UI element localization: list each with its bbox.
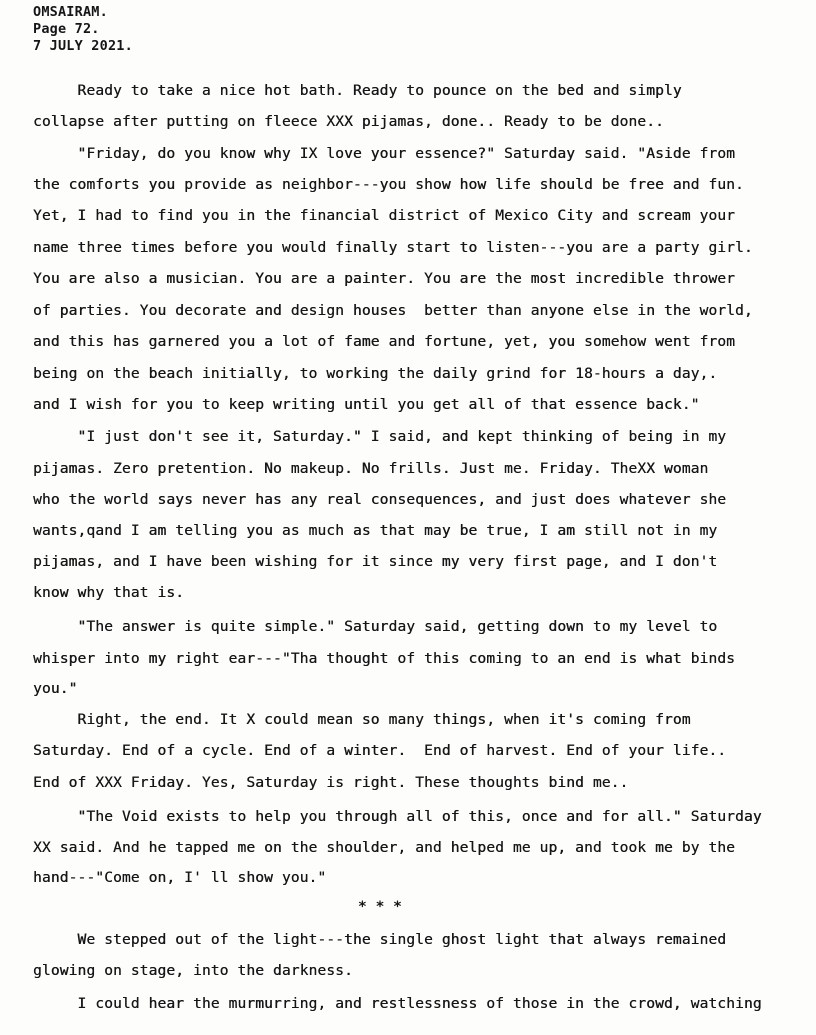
text-line: name three times before you would finally start to listen---you are a party girl. xyxy=(33,239,753,256)
text-line: wants,qand I am telling you as much as that may be true, I am still not in my xyxy=(33,522,718,539)
text-line: glowing on stage, into the darkness. xyxy=(33,962,353,979)
text-line: End of XXX Friday. Yes, Saturday is right. These thoughts bind me.. xyxy=(33,774,629,791)
text-line: Yet, I had to find you in the financial district of Mexico City and scream your xyxy=(33,207,736,224)
text-line: who the world says never has any real consequences, and just does whatever she xyxy=(33,491,727,508)
text-line: collapse after putting on fleece XXX pijamas, done.. Ready to be done.. xyxy=(33,113,664,130)
text-line: you." xyxy=(33,680,78,697)
text-line: I could hear the murmurring, and restlessness of those in the crowd, watching xyxy=(33,995,762,1012)
text-line: of parties. You decorate and design houses better than anyone else in the world, xyxy=(33,302,753,319)
text-line: pijamas. Zero pretention. No makeup. No frills. Just me. Friday. TheXX woman xyxy=(33,460,709,477)
text-line: know why that is. xyxy=(33,584,185,601)
text-line: hand---"Come on, I' ll show you." xyxy=(33,869,327,886)
text-line: being on the beach initially, to working the daily grind for 18-hours a day,. xyxy=(33,365,718,382)
text-line: whisper into my right ear---"Tha thought of this coming to an end is what binds xyxy=(33,650,736,667)
text-line: pijamas, and I have been wishing for it since my very first page, and I don't xyxy=(33,553,718,570)
text-line: Right, the end. It X could mean so many things, when it's coming from xyxy=(33,711,691,728)
page-header xyxy=(33,4,133,55)
text-line: "Friday, do you know why IX love your essence?" Saturday said. "Aside from xyxy=(33,145,736,162)
text-line: Saturday. End of a cycle. End of a winter. End of harvest. End of your life.. xyxy=(33,742,727,759)
text-line: and I wish for you to keep writing until you get all of that essence back." xyxy=(33,396,700,413)
author-line: OMSAIRAM. xyxy=(33,4,108,20)
date-line: 7 JULY 2021. xyxy=(33,38,133,54)
page-number: Page 72. xyxy=(33,21,100,37)
section-separator: * * * xyxy=(358,898,402,915)
text-line: "The answer is quite simple." Saturday said, getting down to my level to xyxy=(33,618,718,635)
text-line: "The Void exists to help you through all of this, once and for all." Saturday xyxy=(33,808,762,825)
text-line: Ready to take a nice hot bath. Ready to pounce on the bed and simply xyxy=(33,82,682,99)
text-line: You are also a musician. You are a painter. You are the most incredible thrower xyxy=(33,270,736,287)
text-line: and this has garnered you a lot of fame and fortune, yet, you somehow went from xyxy=(33,333,736,350)
text-line: "I just don't see it, Saturday." I said, and kept thinking of being in my xyxy=(33,428,727,445)
text-line: XX said. And he tapped me on the shoulder, and helped me up, and took me by the xyxy=(33,839,736,856)
text-line: We stepped out of the light---the single ghost light that always remained xyxy=(33,931,727,948)
text-line: the comforts you provide as neighbor---you show how life should be free and fun. xyxy=(33,176,744,193)
